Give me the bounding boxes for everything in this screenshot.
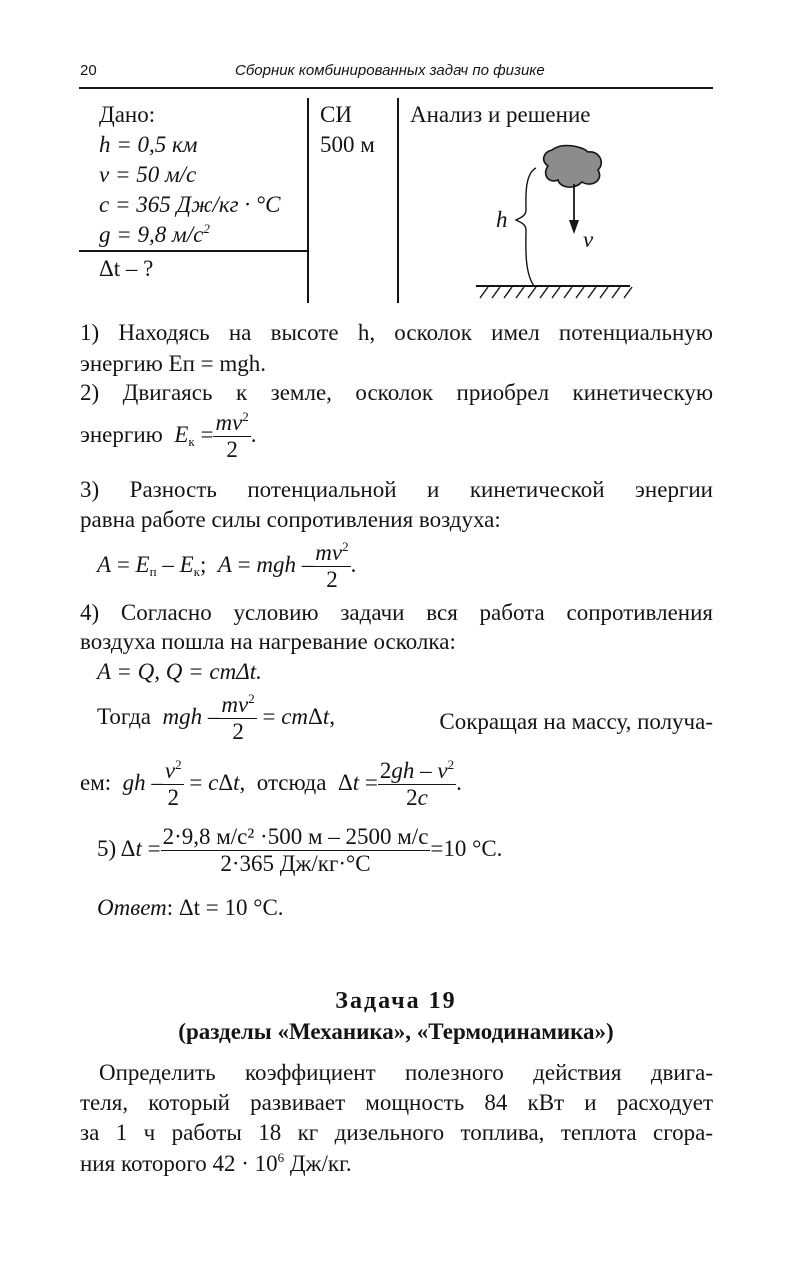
running-title: Сборник комбинированных задач по физике (235, 62, 545, 79)
step4-line3: A = Q, Q = cmΔt. (97, 659, 262, 684)
height-brace (516, 168, 536, 286)
si-h-value: 500 м (320, 132, 375, 157)
step3-line2: равна работе силы сопротивления воздуха: (80, 507, 501, 532)
given-find-divider (79, 250, 308, 252)
answer-line: Ответ: Δt = 10 °С. (97, 895, 284, 920)
given-h: h = 0,5 км (99, 132, 198, 157)
given-g: g = 9,8 $м/с^2$ (99, 221, 210, 247)
problem-line3: за 1 ч работы 18 кг дизельного топлива, теплота сгора- (80, 1120, 713, 1145)
analysis-title: Анализ и решение (410, 102, 591, 127)
step4-line1: 4) Согласно условию задачи вся работа сопротивления (80, 600, 713, 625)
page-number: 20 (80, 62, 97, 79)
problem-line1: Определить коэффициент полезного действия двига- (99, 1060, 713, 1085)
given-title: Дано: (99, 102, 156, 127)
velocity-arrow-head (569, 220, 579, 234)
ground-hatch (480, 287, 632, 298)
si-title: СИ (320, 102, 352, 127)
problem-title: Задача 19 (335, 988, 457, 1014)
step1-line2: энергию Eп = mgh. (80, 351, 267, 376)
given-v: v = 50 м/с (99, 162, 197, 187)
diagram-label-v: v (583, 227, 594, 252)
step1-line1: 1) Находясь на высоте h, осколок имел потенциальную (80, 320, 713, 345)
problem-line4: ния которого $42 \cdot 10^6$ Дж/кг. (80, 1150, 352, 1176)
step2-formula: энергию $E_к$ = $\frac{mv^2}{2}$ . (80, 409, 257, 462)
table-divider-1 (307, 98, 309, 303)
problem-subtitle: (разделы «Механика», «Термодинамика») (178, 1019, 614, 1044)
step2-line1: 2) Двигаясь к земле, осколок приобрел кинетическую (80, 380, 713, 405)
given-find: Δt – ? (99, 256, 154, 281)
then-formula: Тогда mgh – $\frac{mv^2}{2}$ = cmΔt, Сокращая на массу, получа- (97, 691, 713, 744)
reduced-formula: ем: gh – $\frac{v^2}{2}$ = cΔt, отсюда Δt = $\frac{2gh - v^2}{2c}$ . (80, 757, 462, 810)
step5-formula: 5) Δt = $\frac{\text{2·9,8 м/с² ·500 м – 2500 м/с}}{2\cdot 365 Дж/кг\cdot^\circ С}$ =10 °С. (97, 824, 503, 876)
step3-formula: $A = E_п - E_к$; A = mgh – $\frac{mv^2}{2}$ . (97, 539, 357, 592)
fragment-cloud (544, 146, 602, 188)
step3-line1: 3) Разность потенциальной и кинетической энергии (80, 477, 713, 502)
header-rule (79, 87, 713, 89)
table-divider-2 (397, 98, 399, 303)
diagram-label-h: h (496, 207, 508, 232)
step4-line2: воздуха пошла на нагревание осколка: (80, 629, 456, 654)
given-c: c = 365 Дж/кг · °С (99, 192, 281, 217)
problem-line2: теля, который развивает мощность 84 кВт и расходует (80, 1090, 713, 1115)
